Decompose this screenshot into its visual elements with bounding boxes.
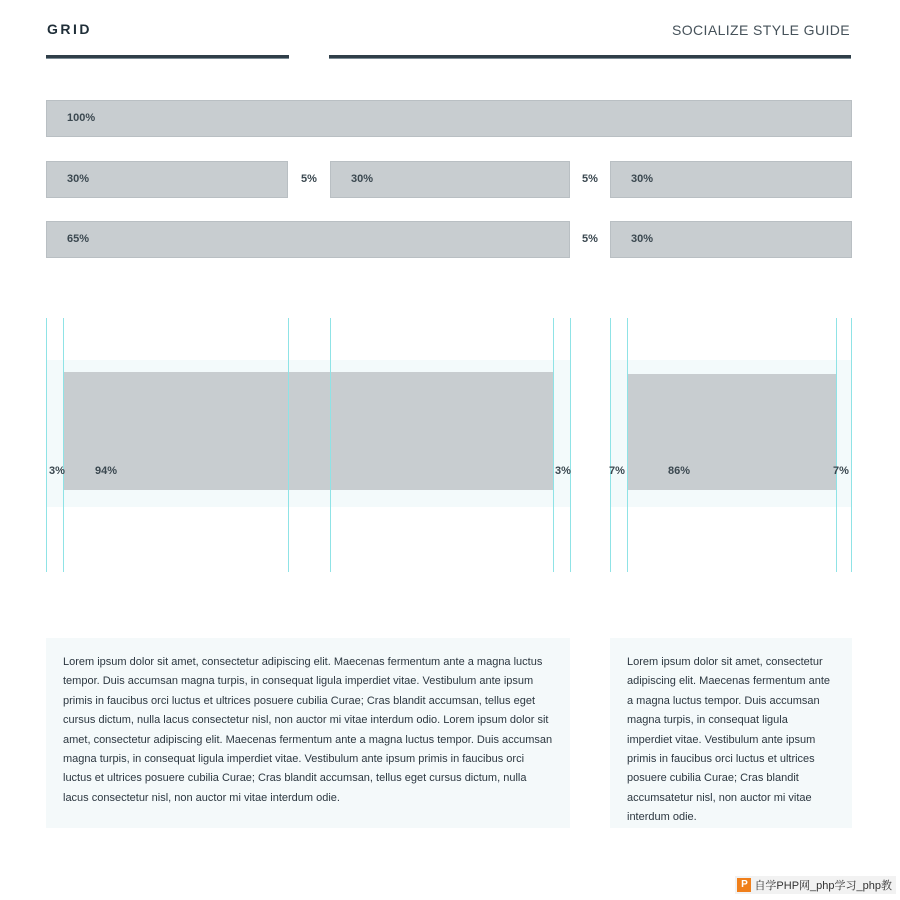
guide-line	[851, 318, 852, 572]
content-label-right: 86%	[668, 465, 691, 477]
gutter-label: 5%	[301, 173, 317, 185]
guide-block-right-content	[627, 374, 836, 490]
guide-line	[836, 318, 837, 572]
php-logo-icon: P	[737, 878, 751, 892]
grid-bar-30-d	[610, 221, 852, 258]
guide-block-left-content	[63, 372, 553, 490]
gutter-label: 5%	[582, 233, 598, 245]
guide-line	[570, 318, 571, 572]
grid-bar-30-a	[46, 161, 288, 198]
guide-line	[330, 318, 331, 572]
guide-line	[288, 318, 289, 572]
grid-bar-30-c	[610, 161, 852, 198]
guide-line	[610, 318, 611, 572]
grid-bar-30-b	[330, 161, 570, 198]
header-rule-right	[329, 55, 851, 59]
page-title: GRID	[47, 21, 92, 37]
grid-bar-label: 30%	[631, 233, 654, 245]
grid-bar-label: 100%	[67, 112, 96, 124]
guide-line	[553, 318, 554, 572]
grid-bar-65	[46, 221, 570, 258]
watermark-text: 自学PHP网_php学习_php教	[754, 880, 892, 892]
margin-label-left-end: 3%	[555, 465, 571, 477]
margin-label-right: 7%	[609, 465, 625, 477]
body-paragraph: Lorem ipsum dolor sit amet, consectetur adipiscing elit. Maecenas fermentum ante a magna luctus tempor. Duis accumsan magna turpis, in consequat ligula imperdiet vitae. Vestibulum ante ipsum primis in faucibus orci luctus et ultrices posuere cubilia Curae; Cras blandit accumsatetur nisl, non auctor mi vitae interdum odie.	[627, 656, 830, 824]
style-guide-title: SOCIALIZE STYLE GUIDE	[672, 22, 850, 38]
grid-bar-label: 30%	[351, 173, 374, 185]
margin-label-right-end: 7%	[833, 465, 849, 477]
guide-line	[63, 318, 64, 572]
content-label-left: 94%	[95, 465, 118, 477]
guide-line	[46, 318, 47, 572]
text-block-left	[46, 638, 570, 828]
gutter-label: 5%	[582, 173, 598, 185]
body-paragraph: Lorem ipsum dolor sit amet, consectetur adipiscing elit. Maecenas fermentum ante a magna luctus tempor. Duis accumsan magna turpis, in consequat ligula imperdiet vitae. Vestibulum ante ipsum primis in faucibus orci luctus et ultrices posuere cubilia Curae; Cras blandit accumsan, tellus eget cursus dictum, nulla lacus consectetur nisl, non auctor mi vitae interdum odio. Lorem ipsum dolor sit amet, consectetur adipiscing elit. Maecenas fermentum ante a magna luctus tempor. Duis accumsan magna turpis, in consequat ligula imperdiet vitae. Vestibulum ante ipsum primis in faucibus orci luctus et ultrices posuere cubilia Curae; Cras blandit accumsan, tellus eget cursus dictum, nulla lacus consectetur nisl, non auctor mi vitae interdum odie.	[63, 656, 553, 804]
guide-line	[627, 318, 628, 572]
header-rule-left	[46, 55, 289, 59]
grid-bar-label: 30%	[631, 173, 654, 185]
text-block-right	[610, 638, 852, 828]
grid-bar-100	[46, 100, 852, 137]
grid-bar-label: 65%	[67, 233, 90, 245]
margin-label-left: 3%	[49, 465, 65, 477]
grid-bar-label: 30%	[67, 173, 90, 185]
watermark	[735, 876, 896, 894]
